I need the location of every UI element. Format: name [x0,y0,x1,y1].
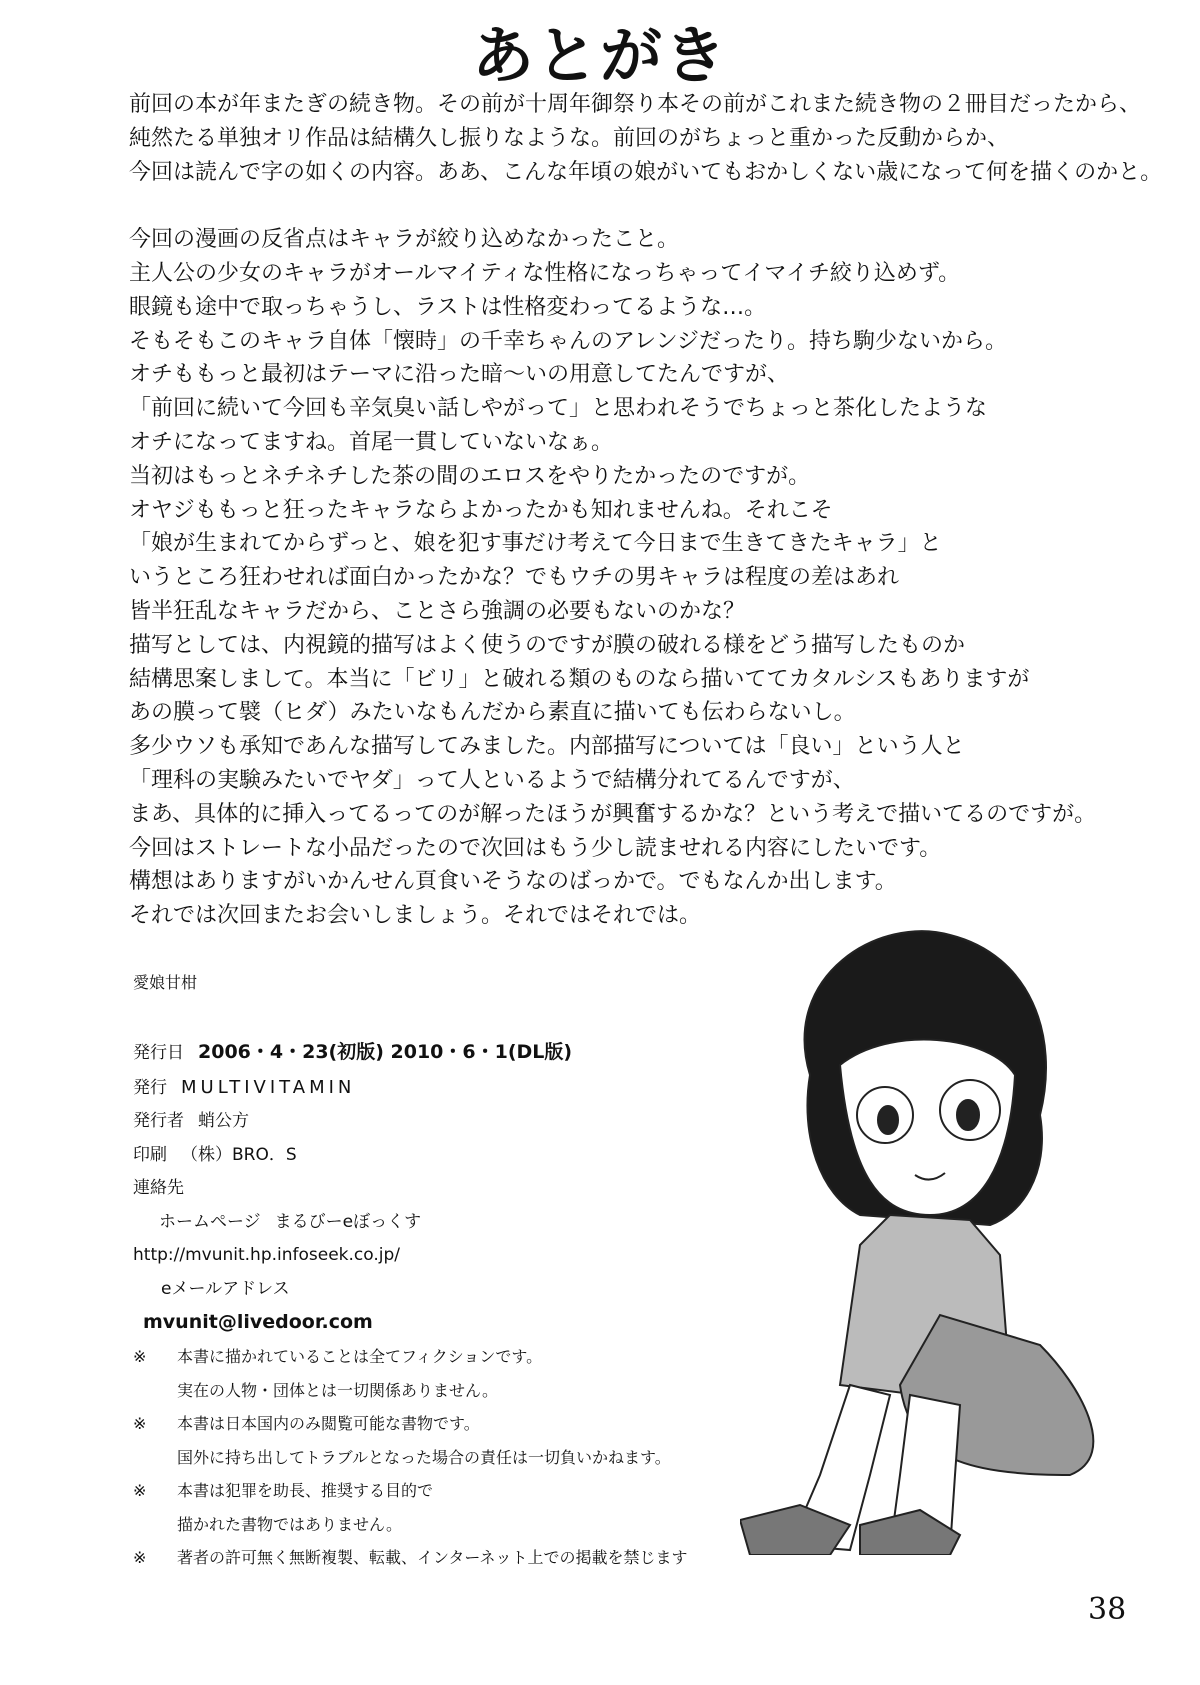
colophon-date [133,1036,586,1071]
email-address[interactable]: mvunit@livedoor.com [143,1311,373,1333]
body-line: 今回の漫画の反省点はキャラが絞り込めなかったこと。 [129,227,680,253]
email-label: eメールアドレス [161,1278,290,1299]
note-text: 本書は犯罪を助長、推奨する目的で [177,1481,434,1500]
page-number: 38 [1088,1592,1127,1627]
note-line [133,1340,688,1374]
body-line: それでは次回またお会いしましょう。それではそれでは。 [129,903,702,929]
author-label: 発行者 [133,1111,184,1131]
note-mark: ※ [133,1414,147,1433]
publisher-label: 発行 [133,1077,167,1098]
body-line: 「前回に続いて今回も辛気臭い話しやがって」と思われそうでちょっと茶化したような [129,396,988,422]
body-line: 前回の本が年またぎの続き物。その前が十周年御祭り本その前がこれまた続き物の２冊目だったから、 [129,92,1142,117]
body-line: 皆半狂乱なキャラだから、ことさら強調の必要もないのかな？ [129,598,746,624]
note-mark: ※ [133,1548,147,1567]
note-line [133,1474,688,1508]
body-line: 眼鏡も途中で取っちゃうし、ラストは性格変わってるような…。 [129,294,767,320]
note-mark: ※ [133,1481,147,1500]
note-line [133,1541,688,1575]
homepage-url[interactable]: http://mvunit.hp.infoseek.co.jp/ [133,1245,401,1265]
date-value: 2006・4・23(初版) 2010・6・1(DL版) [198,1041,573,1063]
notes [133,1340,688,1575]
afterword-body [129,88,1163,933]
body-line: 純然たる単独オリ作品は結構久し振りなような。前回のがちょっと重かった反動からか、 [129,125,1010,151]
body-line: 主人公の少女のキャラがオールマイティな性格になっちゃってイマイチ絞り込めず。 [129,260,961,286]
body-line: 今回は読んで字の如くの内容。ああ、こんな年頃の娘がいてもおかしくない歳になって何を描くのかと。 [129,159,1163,185]
page-title: あとがき [471,19,728,92]
body-line: 当初はもっとネチネチした茶の間のエロスをやりたかったのですが。 [129,463,811,489]
body-line: 多少ウソも承知であんな描写してみました。内部描写については「良い」という人と [129,734,965,760]
body-line: そもそもこのキャラ自体「懐時」の千幸ちゃんのアレンジだったり。持ち駒少ないから。 [129,328,1008,354]
colophon-author [133,1105,586,1139]
body-line: 描写としては、内視鏡的描写はよく使うのですが膜の破れる様をどう描写したものか [129,632,966,658]
girl-illustration [740,915,1170,1555]
printer-label: 印刷 [133,1144,167,1165]
homepage-label: ホームページ [159,1211,261,1232]
publisher-value: MULTIVITAMIN [181,1076,356,1098]
colophon [133,1036,586,1340]
body-line: オチももっと最初はテーマに沿った暗～いの用意してたんですが、 [129,362,790,388]
body-line: いうところ狂わせれば面白かったかな？でもウチの男キャラは程度の差はあれ [129,565,900,591]
body-line: 今回はストレートな小品だったので次回はもう少し読ませれる内容にしたいです。 [129,835,942,861]
homepage-row [133,1206,586,1240]
colophon-publisher [133,1071,586,1106]
homepage-name: まるびーeぼっくす [274,1211,422,1232]
body-line: オヤジももっと狂ったキャラならよかったかも知れませんね。それこそ [129,497,833,523]
body-line: 「理科の実験みたいでヤダ」って人といるようで結構分れてるんですが、 [129,767,855,793]
book-title: 愛娘甘柑 [133,973,198,992]
body-line: あの膜って襞（ヒダ）みたいなもんだから素直に描いても伝わらないし。 [129,700,856,726]
body-line: まあ、具体的に挿入ってるってのが解ったほうが興奮するかな？という考えで描いてるのですが。 [129,801,1097,827]
contact-label: 連絡先 [133,1178,184,1198]
note-line: 描かれた書物ではありません。 [177,1514,402,1534]
colophon-printer [133,1139,586,1173]
author-value: 蛸公方 [198,1111,249,1131]
printer-value: （株）BRO．S [181,1144,297,1165]
body-line: 構想はありますがいかんせん頁食いそうなのばっかで。でもなんか出します。 [129,869,897,895]
date-label: 発行日 [133,1043,184,1063]
body-line: 「娘が生まれてからずっと、娘を犯す事だけ考えて今日まで生きてきたキャラ」と [129,531,942,557]
note-text: 著者の許可無く無断複製、転載、インターネット上での掲載を禁じます [177,1548,688,1567]
note-mark: ※ [133,1347,147,1366]
note-line: 国外に持ち出してトラブルとなった場合の責任は一切負いかねます。 [177,1447,671,1467]
note-text: 本書は日本国内のみ閲覧可能な書物です。 [177,1414,480,1433]
body-line: オチになってますね。首尾一貫していないなぁ。 [129,429,614,455]
note-line [133,1407,688,1441]
note-line: 実在の人物・団体とは一切関係ありません。 [177,1380,498,1400]
body-line: 結構思案しまして。本当に「ビリ」と破れる類のものなら描いててカタルシスもありますが [129,666,1030,692]
note-text: 本書に描かれていることは全てフィクションです。 [177,1347,543,1366]
